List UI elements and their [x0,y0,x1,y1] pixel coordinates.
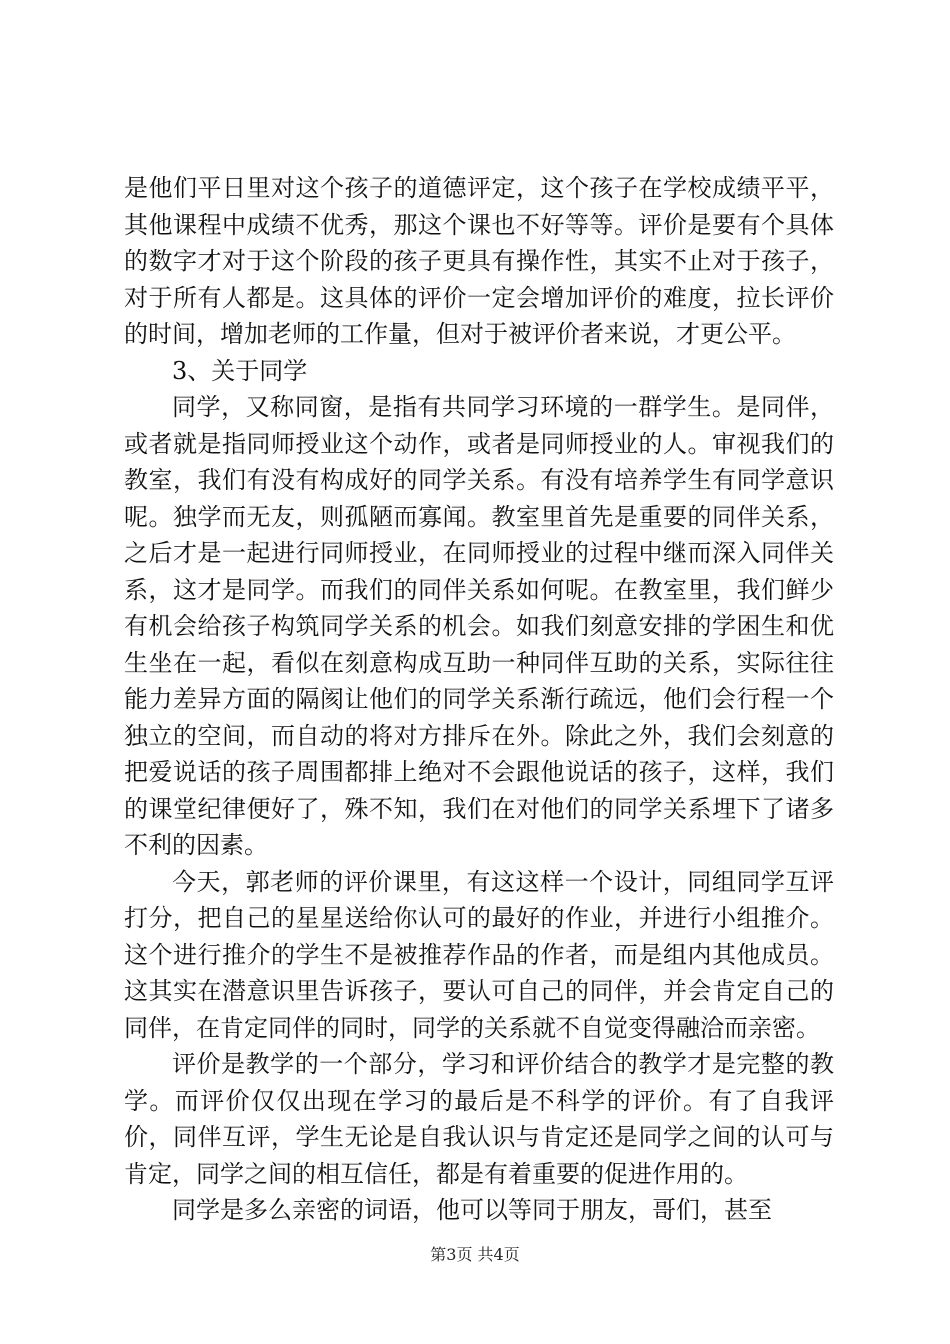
section-heading: 3、关于同学 [172,356,308,385]
paragraph-continuation: 是他们平日里对这个孩子的道德评定，这个孩子在学校成绩平平，其他课程中成绩不优秀，那这个课也不好等等。评价是要有个具体的数字才对于这个阶段的孩子更具有操作性，其实不止对于孩子，对于所有人都是。这具体的评价一定会增加评价的难度，拉长评价的时间，增加老师的工作量，但对于被评价者来说，才更公平。 [124,174,834,348]
paragraph: 今天，郭老师的评价课里，有这这样一个设计，同组同学互评打分，把自己的星星送给你认可的最好的作业，并进行小组推介。这个进行推介的学生不是被推荐作品的作者，而是组内其他成员。这其实在潜意识里告诉孩子，要认可自己的同伴，并会肯定自己的同伴，在肯定同伴的同时，同学的关系就不自觉变得融洽而亲密。 [124,867,834,1042]
page-number-footer: 第3页 共4页 [430,1245,520,1264]
body-text [124,170,834,1229]
paragraph: 同学，又称同窗，是指有共同学习环境的一群学生。是同伴，或者就是指同师授业这个动作，或者是同师授业的人。审视我们的教室，我们有没有构成好的同学关系。有没有培养学生有同学意识呢。独学而无友，则孤陋而寡闻。教室里首先是重要的同伴关系，之后才是一起进行同师授业，在同师授业的过程中继而深入同伴关系，这才是同学。而我们的同伴关系如何呢。在教室里，我们鲜少有机会给孩子构筑同学关系的机会。如我们刻意安排的学困生和优生坐在一起，看似在刻意构成互助一种同伴互助的关系，实际往往能力差异方面的隔阂让他们的同学关系渐行疏远，他们会行程一个独立的空间，而自动的将对方排斥在外。除此之外，我们会刻意的把爱说话的孩子周围都排上绝对不会跟他说话的孩子，这样，我们的课堂纪律便好了，殊不知，我们在对他们的同学关系埋下了诸多不利的因素。 [124,393,834,859]
paragraph: 同学是多么亲密的词语，他可以等同于朋友，哥们，甚至 [172,1196,772,1224]
paragraph: 评价是教学的一个部分，学习和评价结合的教学才是完整的教学。而评价仅仅出现在学习的最后是不科学的评价。有了自我评价，同伴互评，学生无论是自我认识与肯定还是同学之间的认可与肯定，同学之间的相互信任，都是有着重要的促进作用的。 [124,1050,834,1188]
